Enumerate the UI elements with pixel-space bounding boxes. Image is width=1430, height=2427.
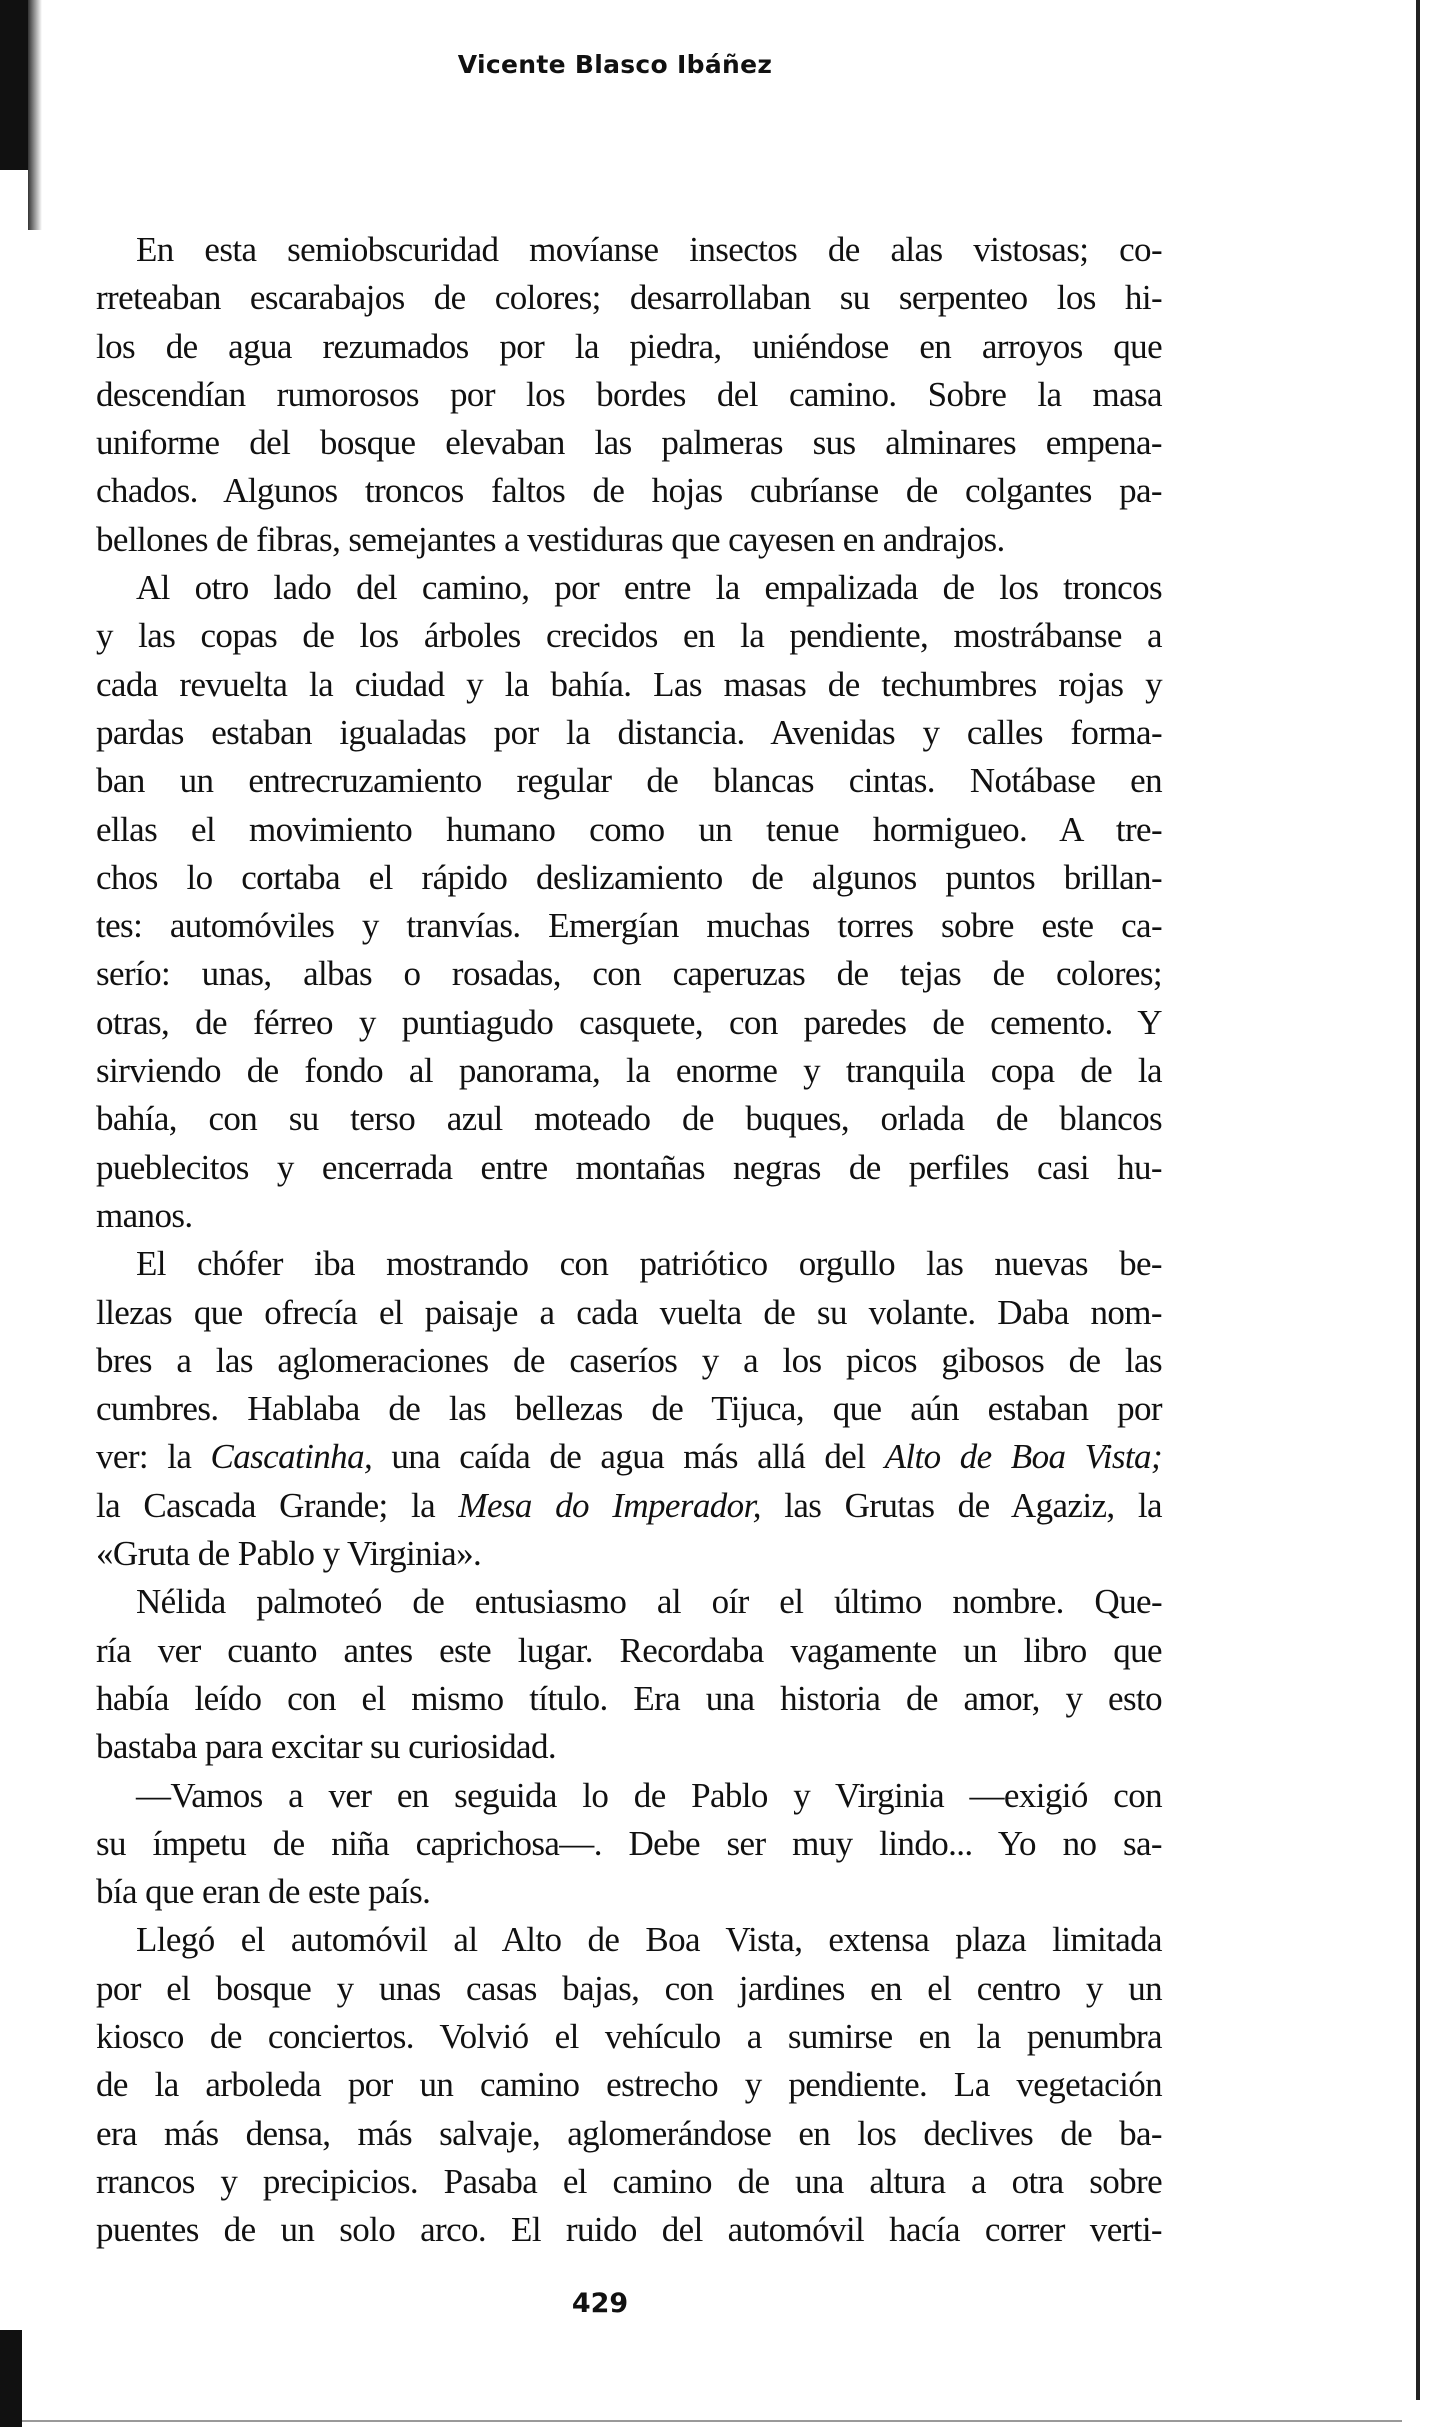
text-segment: de la arboleda por un camino estrecho y pendiente. La vegetación: [96, 2065, 1162, 2105]
text-segment: por el bosque y unas casas bajas, con jardines en el centro y un: [96, 1968, 1162, 2008]
text-segment: bastaba para excitar su curiosidad.: [96, 1727, 557, 1767]
text-segment: otras, de férreo y puntiagudo casquete, con paredes de cemento. Y: [96, 1002, 1162, 1042]
text-segment: manos.: [96, 1195, 193, 1235]
text-segment: bía que eran de este país.: [96, 1872, 431, 1912]
text-segment: tes: automóviles y tranvías. Emergían muchas torres sobre este ca-: [96, 906, 1162, 946]
text-segment: chos lo cortaba el rápido deslizamiento de algunos puntos brillan-: [96, 857, 1162, 897]
text-line: [96, 999, 1162, 1047]
text-line: [96, 1627, 1162, 1675]
text-line: [96, 1240, 1162, 1288]
running-head: Vicente Blasco Ibáñez: [457, 50, 773, 79]
text-line: [96, 661, 1162, 709]
text-segment: su ímpetu de niña caprichosa—. Debe ser muy lindo... Yo no sa-: [96, 1823, 1162, 1863]
text-segment: ver: la: [96, 1437, 211, 1477]
text-line: [96, 1868, 1162, 1916]
text-line: [96, 226, 1162, 274]
text-segment: Llegó el automóvil al Alto de Boa Vista, extensa plaza limitada: [136, 1920, 1162, 1960]
scan-edge-bottom: [22, 2420, 1402, 2422]
text-segment: bres a las aglomeraciones de caseríos y a los picos gibosos de las: [96, 1340, 1162, 1380]
text-segment: serío: unas, albas o rosadas, con caperuzas de tejas de colores;: [96, 954, 1162, 994]
text-line: [96, 950, 1162, 998]
text-line: [96, 323, 1162, 371]
text-segment: las Grutas de Agaziz, la: [760, 1485, 1162, 1525]
text-line: [96, 1047, 1162, 1095]
text-line: [96, 467, 1162, 515]
text-segment: —Vamos a ver en seguida lo de Pablo y Virginia —exigió con: [136, 1775, 1162, 1815]
text-segment: ban un entrecruzamiento regular de blancas cintas. Notábase en: [96, 761, 1162, 801]
text-segment: rreteaban escarabajos de colores; desarrollaban su serpenteo los hi-: [96, 278, 1162, 318]
text-line: [96, 371, 1162, 419]
text-segment: llezas que ofrecía el paisaje a cada vuelta de su volante. Daba nom-: [96, 1292, 1162, 1332]
text-line: [96, 564, 1162, 612]
body-text: [96, 226, 1162, 2254]
text-line: [96, 1337, 1162, 1385]
text-line: [96, 1578, 1162, 1626]
text-line: [96, 2206, 1162, 2254]
text-segment: los de agua rezumados por la piedra, uniéndose en arroyos que: [96, 326, 1162, 366]
text-segment: ría ver cuanto antes este lugar. Recordaba vagamente un libro que: [96, 1630, 1162, 1670]
text-segment: chados. Algunos troncos faltos de hojas cubríanse de colgantes pa-: [96, 471, 1162, 511]
text-line: [96, 1530, 1162, 1578]
italic-text: Mesa do Imperador,: [458, 1485, 761, 1525]
text-segment: pueblecitos y encerrada entre montañas negras de perfiles casi hu-: [96, 1147, 1162, 1187]
italic-text: Alto de Boa Vista;: [884, 1437, 1162, 1477]
text-segment: «Gruta de Pablo y Virginia».: [96, 1534, 482, 1574]
text-segment: había leído con el mismo título. Era una historia de amor, y esto: [96, 1678, 1162, 1718]
text-line: [96, 854, 1162, 902]
text-line: [96, 1144, 1162, 1192]
text-segment: pardas estaban igualadas por la distancia. Avenidas y calles forma-: [96, 712, 1162, 752]
text-line: [96, 1192, 1162, 1240]
text-segment: sirviendo de fondo al panorama, la enorme y tranquila copa de la: [96, 1051, 1162, 1091]
text-line: [96, 274, 1162, 322]
text-line: [96, 1482, 1162, 1530]
text-line: [96, 1723, 1162, 1771]
text-segment: cada revuelta la ciudad y la bahía. Las masas de techumbres rojas y: [96, 664, 1162, 704]
text-line: [96, 1675, 1162, 1723]
scan-shadow-bottom-left: [0, 2330, 22, 2427]
text-segment: Nélida palmoteó de entusiasmo al oír el último nombre. Que-: [136, 1582, 1162, 1622]
text-line: [96, 1820, 1162, 1868]
page-number: 429: [571, 2288, 629, 2319]
text-line: [96, 1772, 1162, 1820]
text-segment: descendían rumorosos por los bordes del camino. Sobre la masa: [96, 374, 1162, 414]
text-segment: ellas el movimiento humano como un tenue hormigueo. A tre-: [96, 809, 1162, 849]
text-line: [96, 2158, 1162, 2206]
text-line: [96, 1385, 1162, 1433]
text-segment: kiosco de conciertos. Volvió el vehículo a sumirse en la penumbra: [96, 2016, 1162, 2056]
text-segment: Al otro lado del camino, por entre la empalizada de los troncos: [136, 568, 1162, 608]
scan-edge-right: [1416, 0, 1420, 2400]
text-line: [96, 1095, 1162, 1143]
text-line: [96, 1965, 1162, 2013]
text-segment: bellones de fibras, semejantes a vestiduras que cayesen en andrajos.: [96, 519, 1005, 559]
scan-shadow-gradient: [28, 0, 42, 230]
text-line: [96, 1289, 1162, 1337]
text-line: [96, 516, 1162, 564]
text-line: [96, 419, 1162, 467]
text-line: [96, 2061, 1162, 2109]
scan-shadow-top-left: [0, 0, 28, 170]
text-segment: puentes de un solo arco. El ruido del automóvil hacía correr verti-: [96, 2210, 1162, 2250]
text-segment: cumbres. Hablaba de las bellezas de Tijuca, que aún estaban por: [96, 1389, 1162, 1429]
text-segment: una caída de agua más allá del: [372, 1437, 885, 1477]
text-segment: bahía, con su terso azul moteado de buques, orlada de blancos: [96, 1099, 1162, 1139]
text-segment: la Cascada Grande; la: [96, 1485, 459, 1525]
text-segment: y las copas de los árboles crecidos en la pendiente, mostrábanse a: [96, 616, 1162, 656]
text-segment: En esta semiobscuridad movíanse insectos de alas vistosas; co-: [136, 230, 1162, 269]
text-segment: rrancos y precipicios. Pasaba el camino de una altura a otra sobre: [96, 2161, 1162, 2201]
text-line: [96, 2110, 1162, 2158]
italic-text: Cascatinha,: [210, 1437, 373, 1477]
text-line: [96, 1433, 1162, 1481]
text-line: [96, 806, 1162, 854]
text-segment: El chófer iba mostrando con patriótico orgullo las nuevas be-: [136, 1244, 1162, 1284]
text-line: [96, 757, 1162, 805]
text-line: [96, 1916, 1162, 1964]
text-line: [96, 709, 1162, 757]
text-line: [96, 902, 1162, 950]
text-line: [96, 2013, 1162, 2061]
text-line: [96, 612, 1162, 660]
text-segment: era más densa, más salvaje, aglomerándose en los declives de ba-: [96, 2113, 1162, 2153]
text-segment: uniforme del bosque elevaban las palmeras sus alminares empena-: [96, 423, 1162, 463]
